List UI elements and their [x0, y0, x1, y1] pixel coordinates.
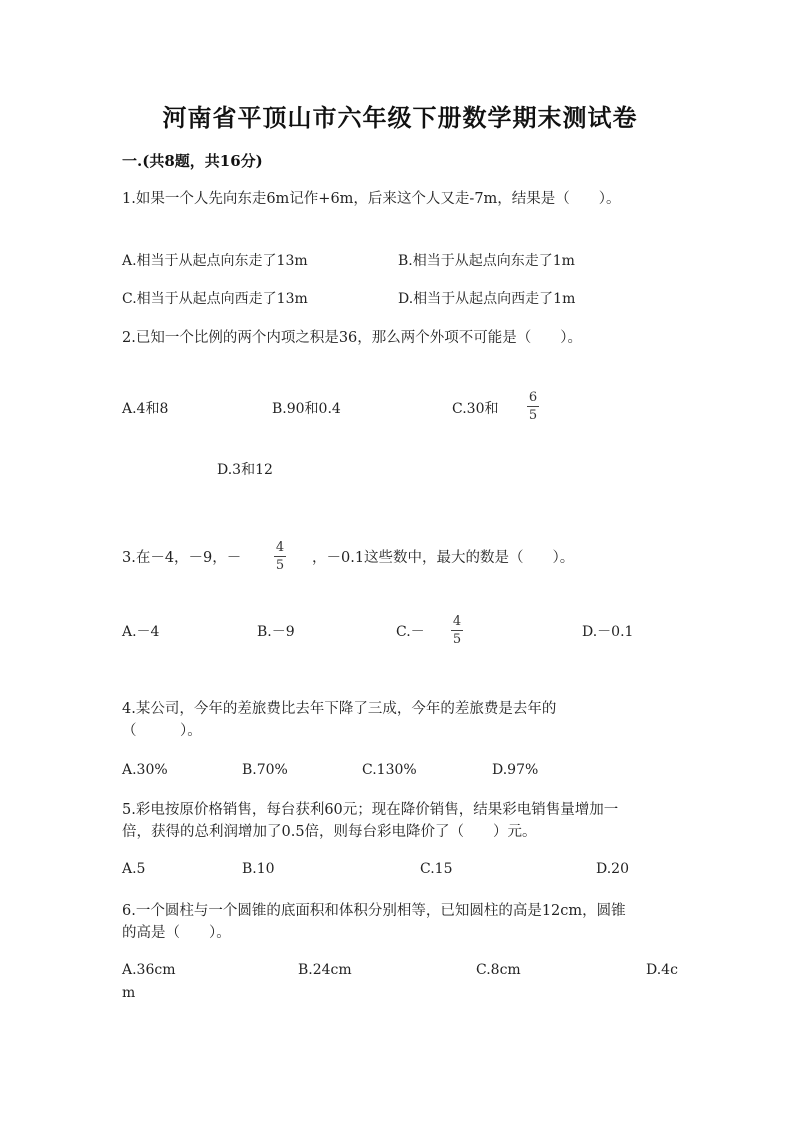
question-4-option-c: C.130% — [362, 762, 417, 778]
question-3-option-c: C.－ — [396, 624, 425, 640]
question-3-stem-part1: 3.在－4，－9，－ — [122, 550, 242, 566]
question-5-stem-line2: 倍，获得的总利润增加了0.5倍，则每台彩电降价了（ ）元。 — [122, 824, 537, 840]
section-heading: 一.(共8题，共16分) — [122, 152, 263, 170]
question-4-stem-line2: （ ）。 — [122, 723, 202, 739]
question-4-option-a: A.30% — [122, 762, 168, 778]
question-6-option-d-line2: m — [122, 985, 136, 1001]
question-4-option-d: D.97% — [492, 762, 539, 778]
question-2-stem: 2.已知一个比例的两个内项之积是36，那么两个外项不可能是（ ）。 — [122, 330, 583, 346]
fraction-numerator: 4 — [452, 614, 462, 629]
question-6-stem-line2: 的高是（ ）。 — [122, 925, 231, 941]
question-6-option-b: B.24cm — [298, 962, 352, 978]
question-2-option-a: A.4和8 — [122, 401, 169, 417]
question-6-option-c: C.8cm — [476, 962, 521, 978]
question-4-option-b: B.70% — [242, 762, 288, 778]
fraction-denominator: 5 — [452, 632, 462, 647]
question-6-stem-line1: 6.一个圆柱与一个圆锥的底面积和体积分别相等，已知圆柱的高是12cm，圆锥 — [122, 903, 626, 919]
question-6-option-d-line1: D.4c — [646, 962, 678, 978]
question-1-option-c: C.相当于从起点向西走了13m — [122, 291, 308, 307]
question-3-option-b: B.－9 — [257, 624, 295, 640]
question-5-option-c: C.15 — [420, 861, 453, 877]
fraction-bar — [451, 630, 463, 631]
question-2-option-b: B.90和0.4 — [272, 401, 341, 417]
question-1-option-a: A.相当于从起点向东走了13m — [122, 253, 308, 269]
question-4-stem-line1: 4.某公司，今年的差旅费比去年下降了三成，今年的差旅费是去年的 — [122, 701, 557, 717]
question-3-stem-part2: ，－0.1这些数中，最大的数是（ ）。 — [312, 550, 575, 566]
fraction-denominator: 5 — [275, 558, 285, 573]
question-1-option-b: B.相当于从起点向东走了1m — [398, 253, 575, 269]
question-3-option-c-fraction — [451, 614, 463, 647]
question-6-option-a: A.36cm — [122, 962, 176, 978]
question-3-stem-fraction — [274, 540, 286, 573]
fraction-denominator: 5 — [528, 408, 538, 423]
question-5-stem-line1: 5.彩电按原价格销售，每台获利60元；现在降价销售，结果彩电销售量增加一 — [122, 802, 619, 818]
question-2-option-c-fraction — [527, 390, 539, 423]
question-5-option-a: A.5 — [122, 861, 146, 877]
question-5-option-d: D.20 — [596, 861, 629, 877]
page-title: 河南省平顶山市六年级下册数学期末测试卷 — [162, 103, 638, 132]
fraction-numerator: 6 — [528, 390, 538, 405]
fraction-bar — [527, 406, 539, 407]
fraction-bar — [274, 556, 286, 557]
question-1-option-d: D.相当于从起点向西走了1m — [398, 291, 576, 307]
question-3-option-d: D.－0.1 — [582, 624, 634, 640]
question-2-option-c: C.30和 — [452, 401, 499, 417]
question-1-stem: 1.如果一个人先向东走6m记作+6m，后来这个人又走-7m，结果是（ ）。 — [122, 191, 621, 207]
question-5-option-b: B.10 — [242, 861, 275, 877]
fraction-numerator: 4 — [275, 540, 285, 555]
question-2-option-d: D.3和12 — [217, 462, 273, 478]
question-3-option-a: A.－4 — [122, 624, 160, 640]
